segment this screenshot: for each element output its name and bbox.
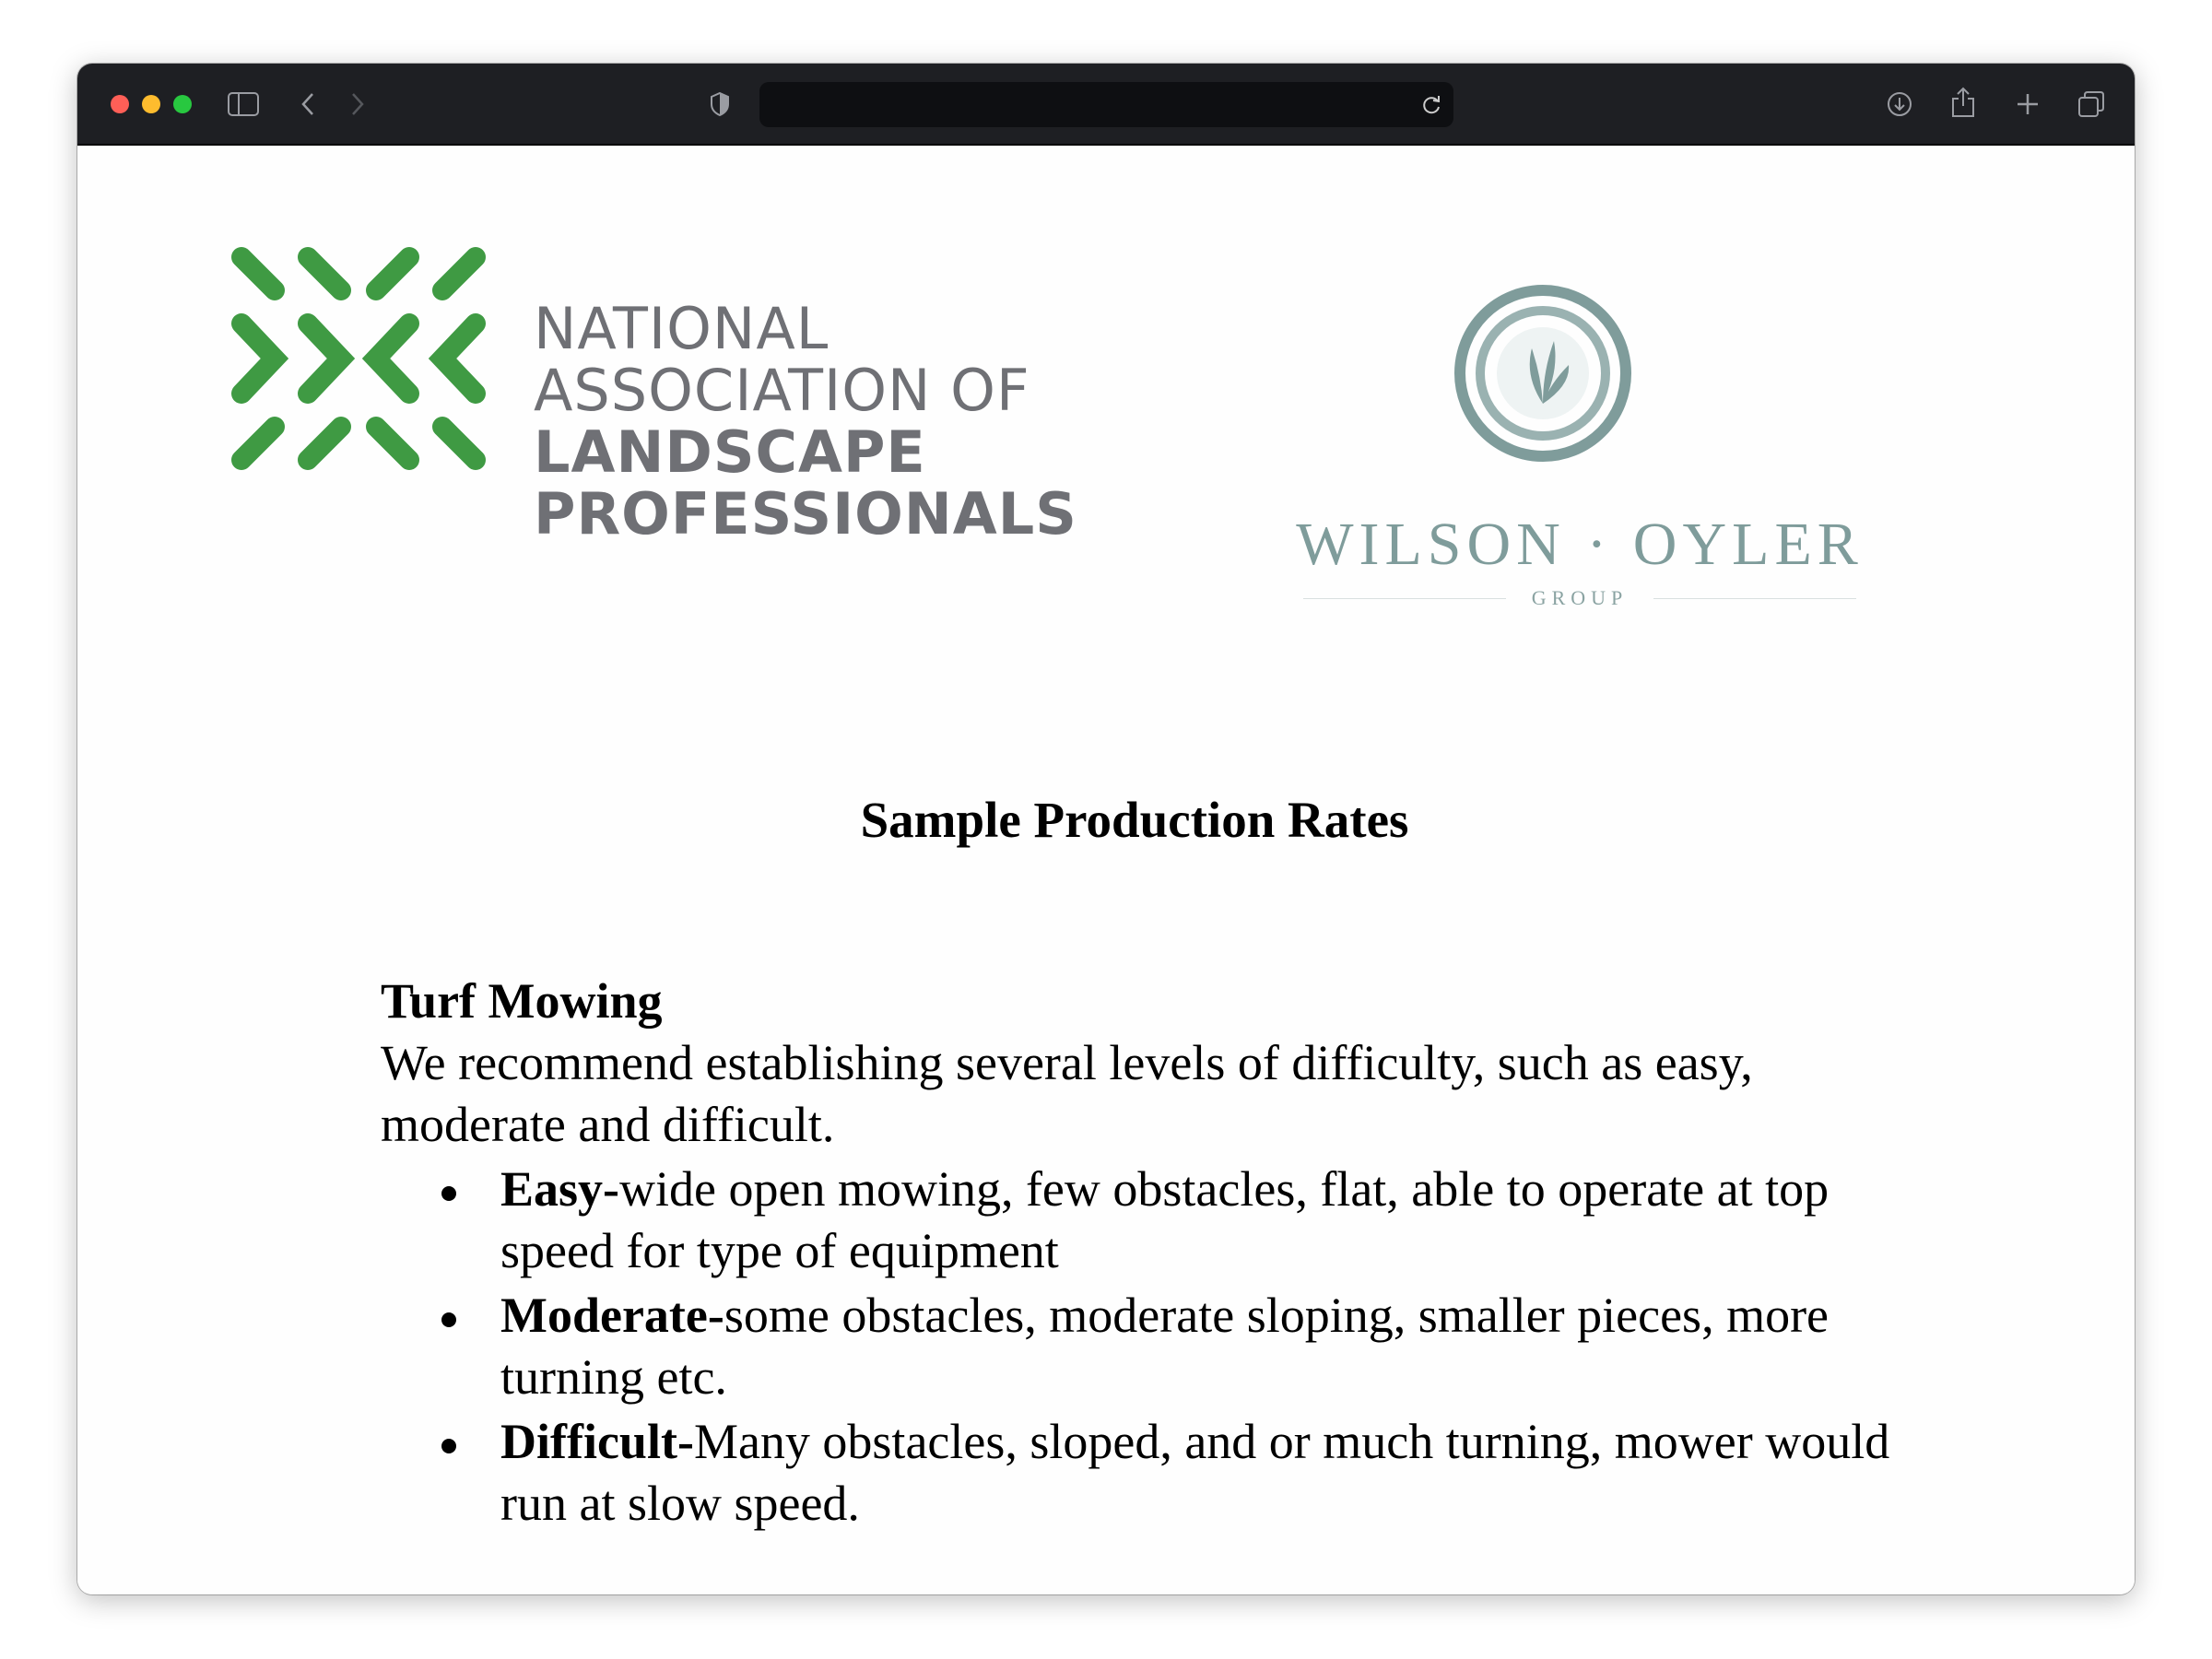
sidebar-icon[interactable]	[228, 92, 259, 116]
page-title: Sample Production Rates	[860, 792, 1409, 848]
nalp-line: PROFESSIONALS	[534, 480, 1077, 547]
bullet-text: some obstacles, moderate sloping, smaller pieces, more turning etc.	[500, 1288, 1830, 1405]
nalp-line: ASSOCIATION OF	[534, 357, 1030, 424]
forward-icon[interactable]	[350, 92, 365, 116]
list-item	[500, 1159, 1947, 1282]
bullet-term: Moderate-	[500, 1288, 724, 1343]
wilson-oyler-group: GROUP	[1531, 586, 1629, 609]
new-tab-icon[interactable]	[2016, 92, 2040, 116]
browser-toolbar	[77, 64, 2135, 146]
back-icon[interactable]	[300, 92, 315, 116]
wilson-oyler-swirl-icon	[1451, 284, 1635, 468]
intro-paragraph: We recommend establishing several levels of difficulty, such as easy, moderate and difficult.	[381, 1035, 1753, 1152]
list-item	[500, 1411, 1947, 1535]
close-window-button[interactable]	[111, 95, 129, 113]
bullet-term: Easy-	[500, 1161, 620, 1217]
difficulty-list	[500, 1159, 1947, 1535]
bullet-text: wide open mowing, few obstacles, flat, able to operate at top speed for type of equipment	[500, 1161, 1830, 1278]
section-heading: Turf Mowing	[381, 973, 663, 1029]
address-bar[interactable]	[759, 82, 1453, 127]
nalp-line: NATIONAL	[534, 295, 830, 362]
shield-icon[interactable]	[710, 91, 730, 117]
wilson-oyler-name: WILSON · OYLER	[1296, 511, 1864, 578]
nalp-logo-text	[534, 295, 1077, 547]
bullet-term: Difficult-	[500, 1414, 694, 1469]
nalp-logo-mark-icon	[229, 244, 488, 473]
share-icon[interactable]	[1950, 87, 1976, 118]
browser-window	[77, 64, 2135, 1594]
page-content	[77, 146, 2135, 1594]
minimize-window-button[interactable]	[142, 95, 160, 113]
document-body	[381, 971, 1947, 1535]
download-icon[interactable]	[1886, 90, 1913, 118]
zoom-window-button[interactable]	[173, 95, 192, 113]
tabs-icon[interactable]	[2077, 90, 2105, 118]
bullet-text: Many obstacles, sloped, and or much turning, mower would run at slow speed.	[500, 1414, 1890, 1531]
reload-icon[interactable]	[1420, 93, 1442, 117]
list-item	[500, 1285, 1947, 1408]
nalp-line: LANDSCAPE	[534, 418, 926, 486]
